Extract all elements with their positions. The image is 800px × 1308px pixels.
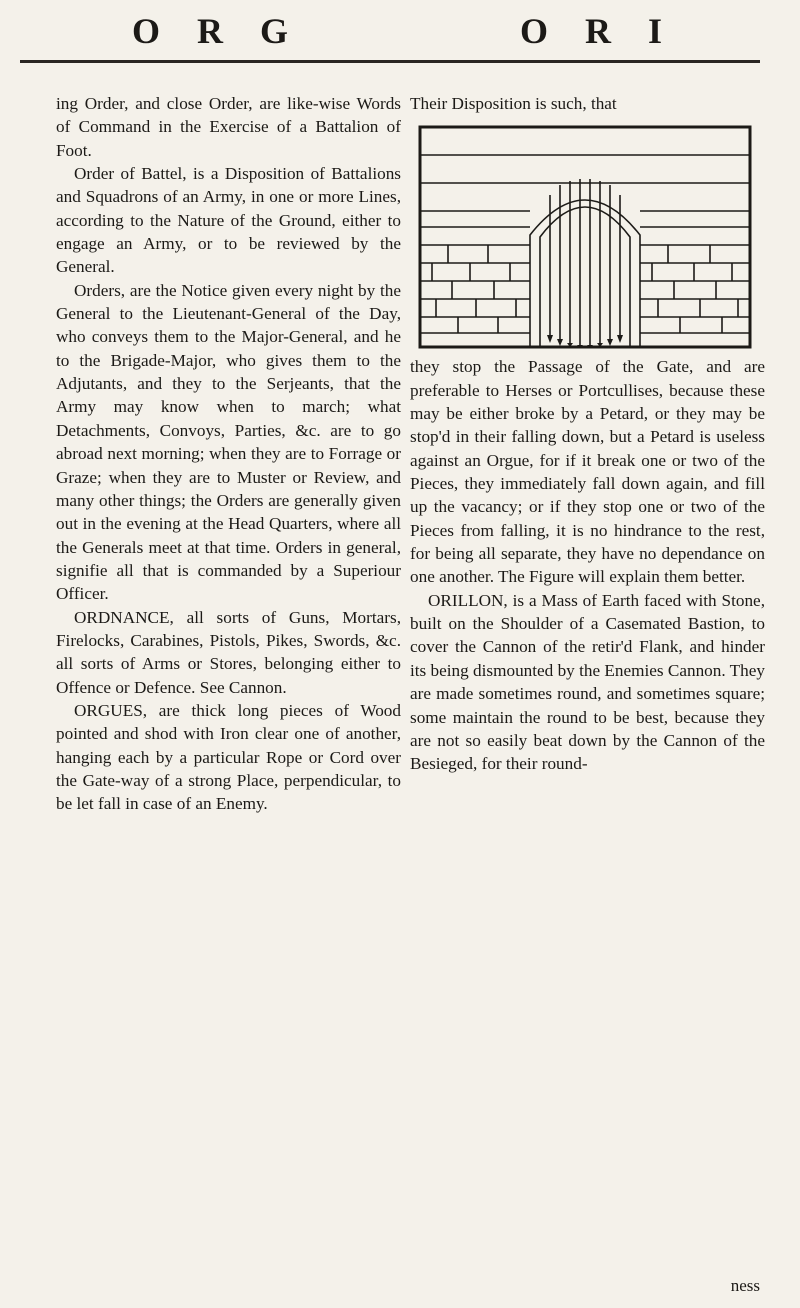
entry-order-of-battel: Order of Battel, is a Disposition of Battalions and Squadrons of an Army, in one or more Lines, according to the Nature of the Ground, either to engage an Army, or to be reviewed by the General. — [56, 164, 401, 277]
orgues-gate-figure — [418, 125, 752, 349]
running-head-right: O R I — [520, 11, 677, 51]
entry-orillon: ORILLON, is a Mass of Earth faced with Stone, built on the Shoulder of a Casemated Bastion, to cover the Cannon of the retir'd Flank, and hinder its being dismounted by the Enemies Cannon. They are made sometimes round, and sometimes square; some maintain the round to be best, because they are not so easily beat down by the Cannon of the Besieged, for their round- — [410, 590, 765, 774]
entry-ordnance: ORDNANCE, all sorts of Guns, Mortars, Firelocks, Carabines, Pistols, Pikes, Swords, &c. all sorts of Arms or Stores, belonging either to Offence or Defence. See Cannon. — [56, 607, 401, 697]
page-header — [0, 0, 800, 64]
left-column — [56, 92, 401, 816]
orgues-continued-intro: Their Disposition is such, that — [410, 94, 617, 113]
right-column — [410, 92, 765, 776]
header-rule — [20, 60, 760, 63]
orgues-continued-text: they stop the Passage of the Gate, and are preferable to Herses or Portcullises, because these may be either broke by a Petard, or they may be stop'd in their falling down, but a Petard is useless against an Orgue, for if it break one or two of the Pieces, they immediately fall down again, and fill up the vacancy; or if they stop one or two of the Pieces from falling, it is no hindrance to the rest, for being all separate, they have no dependance on one another. The Figure will explain them better. — [410, 357, 765, 587]
running-head-left: O R G — [132, 11, 303, 51]
entry-orgues: ORGUES, are thick long pieces of Wood pointed and shod with Iron clear one of another, hanging each by a particular Rope or Cord over the Gate-way of a strong Place, perpendicular, to be let fall in case of an Enemy. — [56, 700, 401, 814]
catchword: ness — [730, 1276, 760, 1295]
entry-close-order: ing Order, and close Order, are like-wise Words of Command in the Exercise of a Battalion of Foot. — [56, 94, 401, 160]
entry-orders: Orders, are the Notice given every night by the General to the Lieutenant-General of the Day, who conveys them to the Major-General, and he to the Brigade-Major, who gives them to the Adjutants, and they to the Serjeants, that the Army may know when to march; what Detachments, Convoys, Parties, &c. are to go abroad next morning; when they are to Forrage or Graze; when they are to Muster or Review, and many other things; the Orders are generally given out in the evening at the Head Quarters, where all the Generals meet at that time. Orders in general, signifie all that is commanded by a Superiour Officer. — [56, 280, 401, 604]
